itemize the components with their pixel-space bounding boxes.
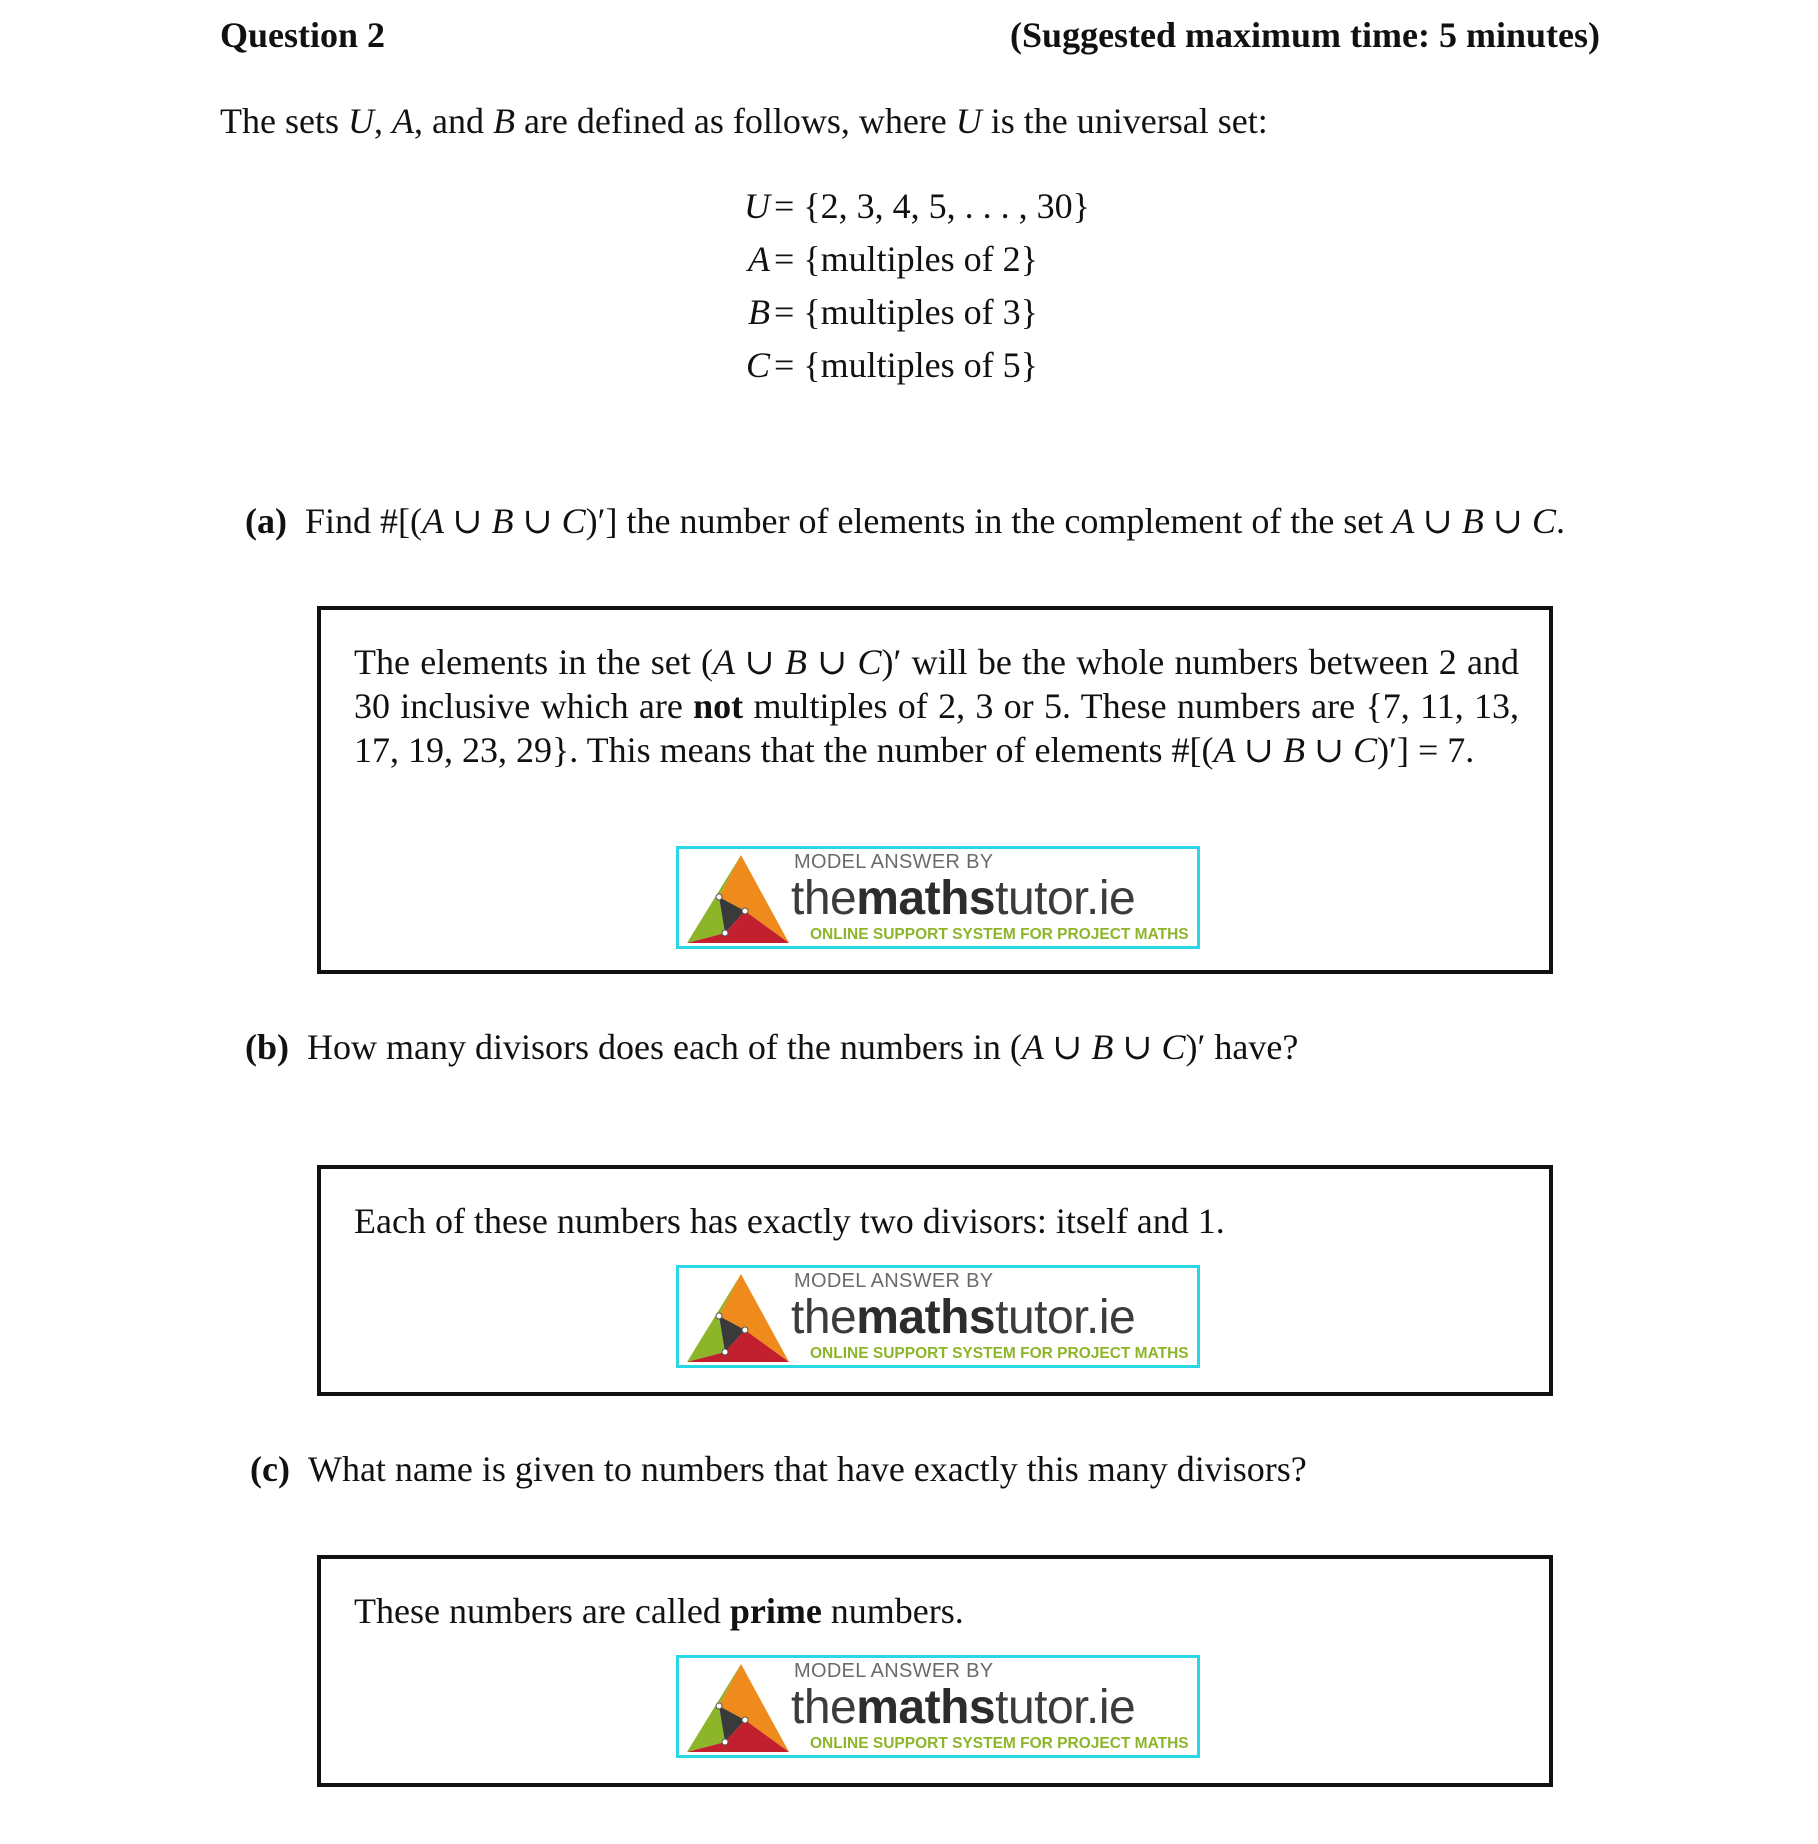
logo-brand: themathstutor.ie — [791, 872, 1136, 925]
logo-brand: themathstutor.ie — [791, 1681, 1136, 1734]
logo-triangle-icon — [685, 851, 789, 947]
question-number: Question 2 — [220, 15, 386, 55]
question-b: (b) How many divisors does each of the numbers in (A ∪ B ∪ C)′ have? — [245, 1027, 1299, 1067]
answer-box-a — [317, 606, 1553, 974]
set-row-u: U = {2, 3, 4, 5, . . . , 30} — [744, 186, 1090, 226]
set-row-a: A = {multiples of 2} — [748, 239, 1038, 279]
question-a: (a) Find #[(A ∪ B ∪ C)′] the number of elements in the complement of the set A ∪ B ∪ C. — [245, 501, 1565, 541]
logo-triangle-icon — [685, 1270, 789, 1366]
answer-box-c — [317, 1555, 1553, 1787]
suggested-time: (Suggested maximum time: 5 minutes) — [1010, 15, 1600, 55]
intro-text: The sets U, A, and B are defined as follows, where U is the universal set: — [220, 101, 1268, 141]
set-definitions — [700, 180, 1160, 392]
question-c: (c) What name is given to numbers that have exactly this many divisors? — [250, 1449, 1307, 1489]
set-row-b: B = {multiples of 3} — [748, 292, 1038, 332]
answer-a-text: The elements in the set (A ∪ B ∪ C)′ will be the whole numbers between 2 and 30 inclusive which are not multiples of 2, 3 or 5. These numbers are {7, 11, 13, 17, 19, 23, 29}. This means that the number of elements #[(A ∪ B ∪ C)′] = 7. — [354, 642, 1520, 770]
answer-b-text: Each of these numbers has exactly two divisors: itself and 1. — [354, 1201, 1225, 1241]
logo-badge: MODEL ANSWER BY themathstutor.ie ONLINE SUPPORT SYSTEM FOR PROJECT MATHS — [676, 1265, 1200, 1368]
answer-box-b — [317, 1165, 1553, 1396]
logo-brand: themathstutor.ie — [791, 1291, 1136, 1344]
logo-badge: MODEL ANSWER BY themathstutor.ie ONLINE SUPPORT SYSTEM FOR PROJECT MATHS — [676, 846, 1200, 949]
set-row-c: C = {multiples of 5} — [745, 345, 1038, 385]
logo-badge: MODEL ANSWER BY themathstutor.ie ONLINE SUPPORT SYSTEM FOR PROJECT MATHS — [676, 1655, 1200, 1758]
answer-c-text: These numbers are called prime numbers. — [354, 1591, 964, 1631]
logo-triangle-icon — [685, 1660, 789, 1756]
question-header — [220, 14, 1600, 64]
